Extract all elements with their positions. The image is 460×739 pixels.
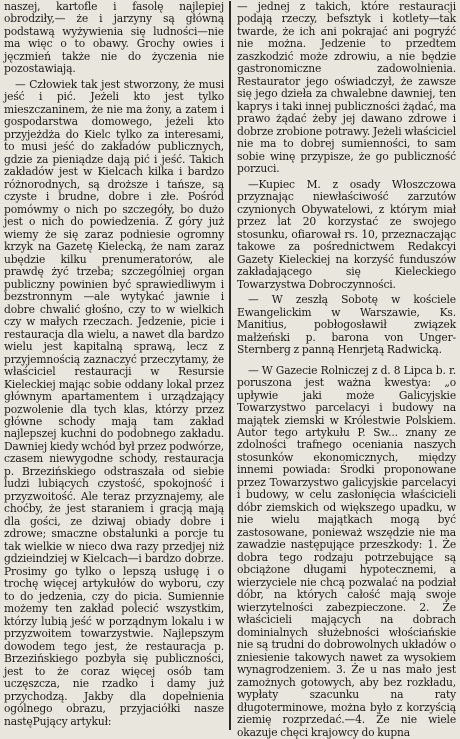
article-paragraph: — W zeszłą Sobotę w kościele Ewangelickim w Warszawie, Ks. Manitius, pobłogosławił związek małżeński p. barona von Unger-Sternberg z panną Henrjetą Radwicką. — [237, 293, 456, 357]
left-column — [4, 1, 228, 730]
article-paragraph: — W Gazecie Rolniczej z d. 8 Lipca b. r. poruszona jest ważna kwestya: „o upływie jaki może Galicyjskie Towarzystwo parcelacyi i budowy na majątek ziemski w Królestwie Polskiem. Autor tego artykułu P. Sw... znany ze zdolności trafnego oceniania naszych stosunków ekonomicznych, między innemi powiada: Środki proponowane przez Towarzystwo galicyjskie parcelacyi i budowy, w celu zasłonięcia właścicieli dóbr ziemskich od większego upadku, w nie wielu majątkach mogą być zastosowane, ponieważ wszędzie nie ma zawadzie następujące przeszkody: 1. Że dobra tego rodzaju potrzebujące są obciążone długami hypotecznemi, a wierzyciele nie chcą pozwalać na podział dóbr, na których całość mają swoje wierzytelności zabezpieczone. 2. Że właścicieli mających na dobrach dominialnych służebności włościańskie nie są trudni do dobrowolnych układów o zniesienie takowych nawet za wysokiem wynagrodzeniem. 3. Że u nas mało jest zamożnych gotowych, aby bez rozkładu, wypłaty szacunku na raty długoterminowe, można było z korzyścią ziemię rozprzedać.—4. Że nie wiele okazuje chęci krajowcy do kupna — [237, 363, 456, 739]
article-paragraph: — Człowiek tak jest stworzony, że musi jeść i pić. Jeżeli kto jest tylko mieszczaninem, że nie ma żony, a zatem i gospodarstwa domowego, jeżeli kto przyjeżdża do Kielc tylko za interesami, to musi jeść do zakładów publicznych, gdzie za pieniądze dają pić i jeść. Takich zakładów jest w Kielcach kilka i bardzo różnorodnych, są droższe i tańsze, są czyste i brudne, dobre i złe. Pośród pomówmy o nich po szczegóły, bo dużo jest o nich do powiedzenia. Z góry już wiemy że się zaraz podniesie ogromny krzyk na Gazetę Kielecką, że nam zaraz ubędzie kilku prenumeratorów, ale prawdę żyć trzeba; szczególniej organ publiczny powinien być sprawiedliwym i bezstronnym —ale wytykać jawnie i dobre chwalić głośno, czy to w wielkich czy w małych rzeczach. Jedzenie, picie i restauracja dla wielu, a nawet dla bardzo wielu jest kapitalną sprawą, lecz z przyjemnością zaznaczyć przeczytamy, że właściciel restauracji w Resursie Kieleckiej mając sobie oddany lokal przez głównym apartamentem i urządzający pozwolenie dla tych klas, którzy przez główne schody mają tam zakład najlepszej kuchni do podobnego zakładu. Dawniej kiedy wchód był przez podwórze, czasem niewygodne schody, restauracja p. Brzezińskiego odstraszała od siebie ludzi lubiących czystość, spokojność i przyzwoitość. Ale teraz przyznajemy, ale choćby, że jest staraniem i gracją mają dla gości, ze dziwaj obiady dobre i zdrowe; smaczne obstalunki a porcje tu tak wielkie w nieco dwa razy przedjej niż gdzieindziej w Kielcach—i bardzo dobrze. Prosimy go tylko o lepszą usługę i o trochę więcej artykułów do wyboru, czy to do jedzenia, czy do picia. Sumiennie możemy ten zakład polecić wszystkim, którzy lubią jeść w porządnym lokalu i w przyzwoitem towarzystwie. Najlepszym dowodem tego jest, że restauracja p. Brzezińskiego pozbyła się publiczności, jest to że coraz więcej osób tam uczęszcza, nie rzadko i damy już przychodzą. Jakby dla dopełnienia ogólnego obrazu, przyjaciółki nasze nastęPujący artykuł: — [4, 77, 224, 728]
article-paragraph: naszej, kartofle i fasolę najlepiej obrodziły,— że i jarzyny są główną podstawą wyżywienia się ludności—nie ma więc o to obawy. Grochy owies i jęczmień także nie do życzenia nie pozostawiają. — [4, 0, 224, 76]
column-divider — [229, 1, 231, 730]
article-paragraph: — jednej z takich, które restauracji podają rzeczy, befsztyk i kotlety—tak twarde, że ich ani pokrajać ani pogryźć nie można. Jedzenie to przedtem zaszkodzić może zdrowiu, a nie będzie gastronomiczne zadowolnienia. Restaurator jego oświadczył, że zawsze się jego dzieła za chwalebne dawniej, ten kaprys i taki innej publiczności żądać, ma prawo żądać żeby jej dawano zdrowe i dobrze zrobione potrawy. Jeżeli właściciel nie ma to dobrej sumienności, to sam sobie winę przypisze, że go publiczność porzuci. — [237, 0, 456, 176]
right-column — [232, 0, 456, 739]
article-paragraph: —Kupiec M. z osady Włoszczowa przyznając niewłaściwość zarzutów czynionych Obywatelowi, z którym miał przez lat 20 korzystać ze swojego stosunku, ofiarował rs. 10, przeznaczając takowe za pośrednictwem Redakcyi Gazety Kieleckiej na korzyść funduszów zakładającego się Kieleckiego Towarzystwa Dobroczynności. — [237, 177, 456, 291]
columns — [4, 0, 458, 739]
